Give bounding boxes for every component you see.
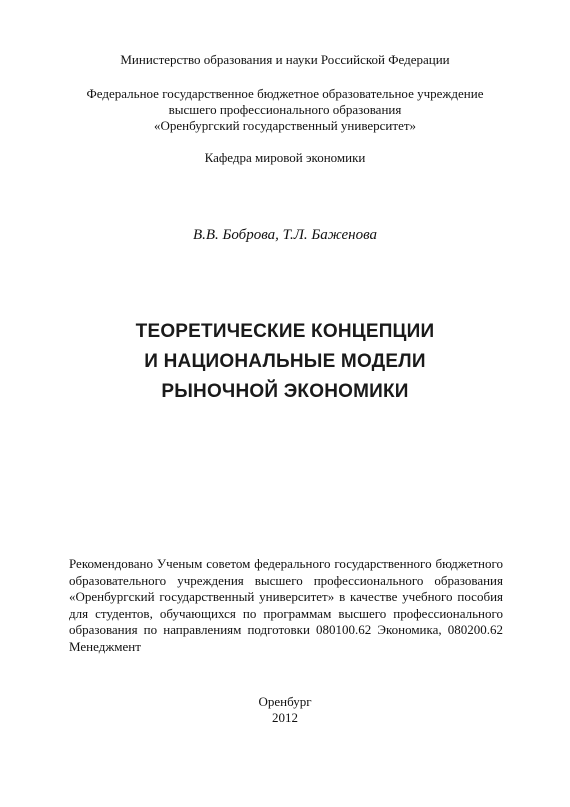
department-line xyxy=(0,150,570,166)
authors: В.В. Боброва, Т.Л. Баженова xyxy=(192,227,378,243)
recommendation-line-3: «Оренбургский государственный университет» в качестве учебного пособия xyxy=(69,589,503,604)
recommendation-line-5: образования по направлениям подготовки 080100.62 Экономика, 080200.62 xyxy=(69,622,503,637)
ministry-text: Министерство образования и науки Российской Федерации xyxy=(120,52,450,67)
institution-line-3: «Оренбургский государственный университет» xyxy=(153,118,417,133)
recommendation-line-2: образовательного учреждения высшего профессионального образования xyxy=(69,572,503,588)
title-line-1: ТЕОРЕТИЧЕСКИЕ КОНЦЕПЦИИ xyxy=(135,321,435,342)
recommendation-line-4: для студентов, обучающихся по программам высшего профессионального xyxy=(69,605,503,621)
recommendation-line-6: Менеджмент xyxy=(69,638,141,654)
city: Оренбург xyxy=(258,694,312,709)
recommendation-paragraph xyxy=(69,556,503,655)
year: 2012 xyxy=(272,710,298,725)
institution-line-1: Федеральное государственное бюджетное образовательное учреждение xyxy=(86,86,484,101)
book-title xyxy=(0,317,570,407)
title-line-2: И НАЦИОНАЛЬНЫЕ МОДЕЛИ xyxy=(144,351,426,372)
institution-line-2: высшего профессионального образования xyxy=(168,102,402,117)
ministry-line xyxy=(0,52,570,68)
title-line-3: РЫНОЧНОЙ ЭКОНОМИКИ xyxy=(161,381,409,402)
institution-block xyxy=(0,86,570,134)
imprint xyxy=(0,694,570,726)
recommendation-line-1: Рекомендовано Ученым советом федерального государственного бюджетного xyxy=(69,556,503,571)
department-text: Кафедра мировой экономики xyxy=(204,150,366,165)
